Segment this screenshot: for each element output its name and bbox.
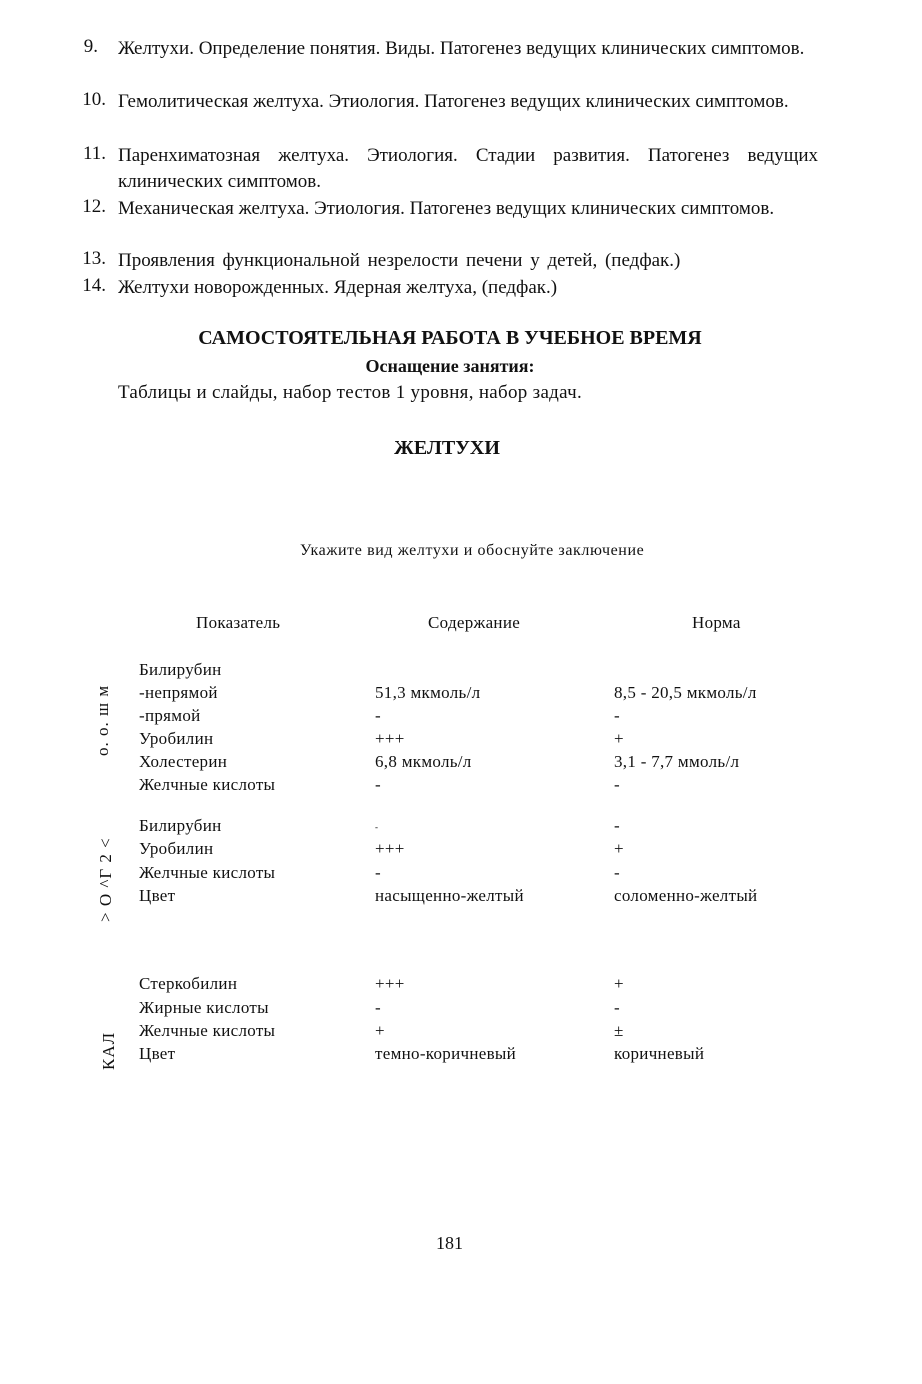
table-cell-indicator: Жирные кислоты xyxy=(139,998,269,1017)
table-cell-indicator: Стеркобилин xyxy=(139,974,238,993)
table-cell-content: - xyxy=(375,706,381,725)
table-cell-norm: ± xyxy=(614,1021,624,1040)
table-cell-indicator: Холестерин xyxy=(139,752,228,771)
table-cell-content: +++ xyxy=(375,974,405,993)
table-cell-norm: коричневый xyxy=(614,1044,705,1063)
table-cell-norm: - xyxy=(614,775,620,794)
table-cell-indicator: Уробилин xyxy=(139,729,214,748)
question-text: Желтухи новорожденных. Ядерная желтуха, (педфак.) xyxy=(118,277,558,298)
table-cell-indicator: Желчные кислоты xyxy=(139,1021,276,1040)
group-side-label: КАЛ xyxy=(99,1031,118,1070)
table-cell-content: + xyxy=(375,1021,385,1040)
page-number: 181 xyxy=(436,1233,463,1253)
table-cell-content: 51,3 мкмоль/л xyxy=(375,683,481,702)
group-side-label: > О ^Г 2 < xyxy=(96,837,115,922)
column-header-indicator: Показатель xyxy=(196,613,281,632)
group-side-label: о. о. ш м xyxy=(93,684,112,756)
table-cell-norm: + xyxy=(614,974,624,993)
table-cell-norm: + xyxy=(614,729,624,748)
table-cell-norm: 8,5 - 20,5 мкмоль/л xyxy=(614,683,757,702)
table-cell-content: насыщенно-желтый xyxy=(375,886,524,905)
question-number: 10. xyxy=(82,89,106,110)
table-cell-content: - xyxy=(375,822,379,832)
table-cell-norm: - xyxy=(614,863,620,882)
table-cell-norm: 3,1 - 7,7 ммоль/л xyxy=(614,752,740,771)
table-cell-content: 6,8 мкмоль/л xyxy=(375,752,472,771)
table-cell-content: - xyxy=(375,998,381,1017)
table-cell-indicator: Желчные кислоты xyxy=(139,863,276,882)
question-number: 13. xyxy=(82,248,106,269)
question-text: Желтухи. Определение понятия. Виды. Патогенез ведущих клинических симптомов. xyxy=(118,38,805,59)
table-cell-indicator: Желчные кислоты xyxy=(139,775,276,794)
table-cell-norm: - xyxy=(614,706,620,725)
table-cell-norm: - xyxy=(614,998,620,1017)
column-header-norm: Норма xyxy=(692,613,741,632)
question-text: Механическая желтуха. Этиология. Патогенез ведущих клинических симптомов. xyxy=(118,198,775,219)
table-cell-content: +++ xyxy=(375,839,405,858)
question-text: Паренхиматозная желтуха. Этиология. Стадии развития. Патогенез ведущих клинических симптомов. xyxy=(118,145,818,192)
table-cell-content: - xyxy=(375,775,381,794)
column-header-content: Содержание xyxy=(428,613,521,632)
question-number: 9. xyxy=(83,36,98,57)
table-cell-indicator: Цвет xyxy=(139,1044,176,1063)
table-cell-indicator: Билирубин xyxy=(139,816,222,835)
table-cell-indicator: -непрямой xyxy=(139,683,218,702)
table-cell-indicator: -прямой xyxy=(139,706,201,725)
table-cell-content: - xyxy=(375,863,381,882)
question-text: Гемолитическая желтуха. Этиология. Патогенез ведущих клинических симптомов. xyxy=(118,91,789,112)
task-instruction: Укажите вид желтухи и обоснуйте заключение xyxy=(300,542,645,559)
table-cell-indicator: Цвет xyxy=(139,886,176,905)
section-title: САМОСТОЯТЕЛЬНАЯ РАБОТА В УЧЕБНОЕ ВРЕМЯ xyxy=(198,327,702,349)
table-cell-norm: соломенно-желтый xyxy=(614,886,758,905)
topic-title: ЖЕЛТУХИ xyxy=(394,437,500,459)
table-cell-content: +++ xyxy=(375,729,405,748)
question-text: Проявления функциональной незрелости печени у детей, (педфак.) xyxy=(118,250,681,271)
question-number: 12. xyxy=(82,196,106,217)
table-cell-norm: - xyxy=(614,816,620,835)
table-cell-norm: + xyxy=(614,839,624,858)
table-cell-content: темно-коричневый xyxy=(375,1044,517,1063)
question-number: 11. xyxy=(82,143,106,164)
equipment-title: Оснащение занятия: xyxy=(365,356,535,376)
table-cell-indicator: Уробилин xyxy=(139,839,214,858)
table-cell-indicator: Билирубин xyxy=(139,660,222,679)
question-number: 14. xyxy=(82,275,106,296)
equipment-text: Таблицы и слайды, набор тестов 1 уровня, набор задач. xyxy=(118,382,583,403)
